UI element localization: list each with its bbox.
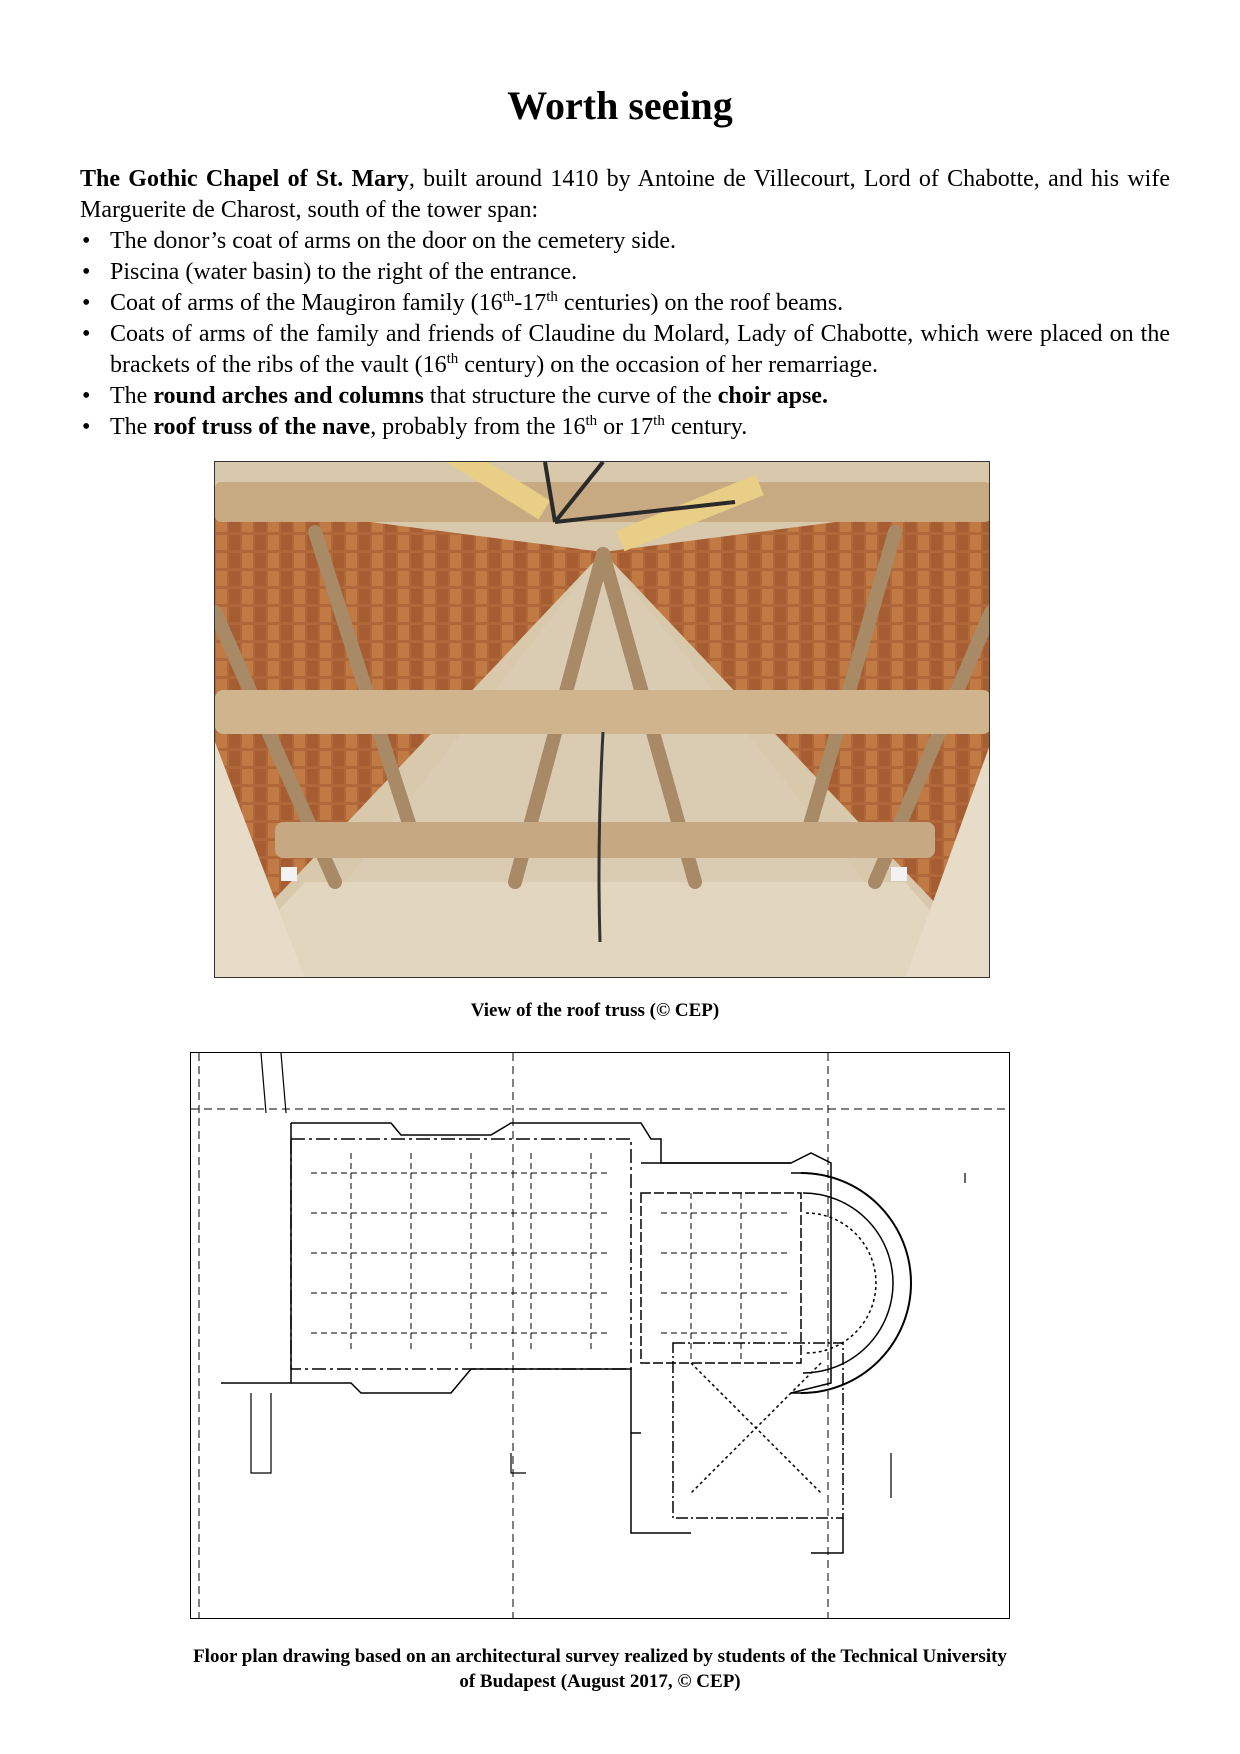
bullet-text: Piscina (water basin) to the right of the entrance.: [110, 259, 578, 285]
bullet-text: Coat of arms of the Maugiron family (16: [110, 290, 503, 316]
bullet-text: , probably from the 16: [370, 414, 586, 440]
floor-plan-drawing: [190, 1052, 1010, 1619]
list-item: [80, 226, 1170, 257]
floor-plan-illustration: [191, 1053, 1010, 1619]
intro-bold-lead: The Gothic Chapel of St. Mary: [80, 166, 409, 192]
superscript: th: [502, 289, 515, 305]
bullet-bold: round arches and columns: [153, 383, 424, 409]
superscript: th: [653, 413, 665, 429]
roof-truss-illustration: [215, 462, 990, 978]
list-item: [80, 319, 1170, 381]
bullet-text: The: [110, 414, 154, 440]
bullet-text: Coats of arms of the family and friends of Claudine du Molard, Lady of Chabotte, which were placed on the brackets of the ribs of the vault (16: [110, 321, 1170, 378]
photo-caption: View of the roof truss (© CEP): [470, 1000, 720, 1021]
plan-caption-line-1: Floor plan drawing based on an architectural survey realized by students of the Technical University: [193, 1646, 1007, 1667]
bullet-bold: choir apse.: [717, 383, 828, 409]
bullet-text: centuries) on the roof beams.: [557, 290, 844, 316]
bullet-text: -17: [514, 290, 547, 316]
superscript: th: [446, 351, 459, 367]
bullet-text: century) on the occasion of her remarriage.: [458, 352, 879, 378]
list-item: [80, 381, 1170, 412]
plan-caption-line-2: of Budapest (August 2017, © CEP): [459, 1671, 741, 1692]
bullet-text: The donor’s coat of arms on the door on the cemetery side.: [110, 228, 677, 254]
intro-text: , built around 1410 by Antoine de Villecourt, Lord of Chabotte, and his wife Marguerite de Charost, south of the tower span:: [80, 166, 1170, 223]
roof-truss-photo: [214, 461, 990, 978]
intro-paragraph: [80, 164, 1170, 226]
superscript: th: [546, 289, 558, 305]
list-item: [80, 257, 1170, 288]
bullet-text: or 17: [597, 414, 654, 440]
bullet-text: The: [110, 383, 154, 409]
feature-list: [80, 226, 1170, 443]
bullet-text: century.: [664, 414, 748, 440]
list-item: [80, 412, 1170, 443]
bullet-bold: roof truss of the nave: [153, 414, 371, 440]
plan-caption: [120, 1644, 1080, 1694]
page-title: Worth seeing: [507, 83, 733, 128]
list-item: [80, 288, 1170, 319]
superscript: th: [585, 413, 598, 429]
bullet-text: that structure the curve of the: [423, 383, 718, 409]
